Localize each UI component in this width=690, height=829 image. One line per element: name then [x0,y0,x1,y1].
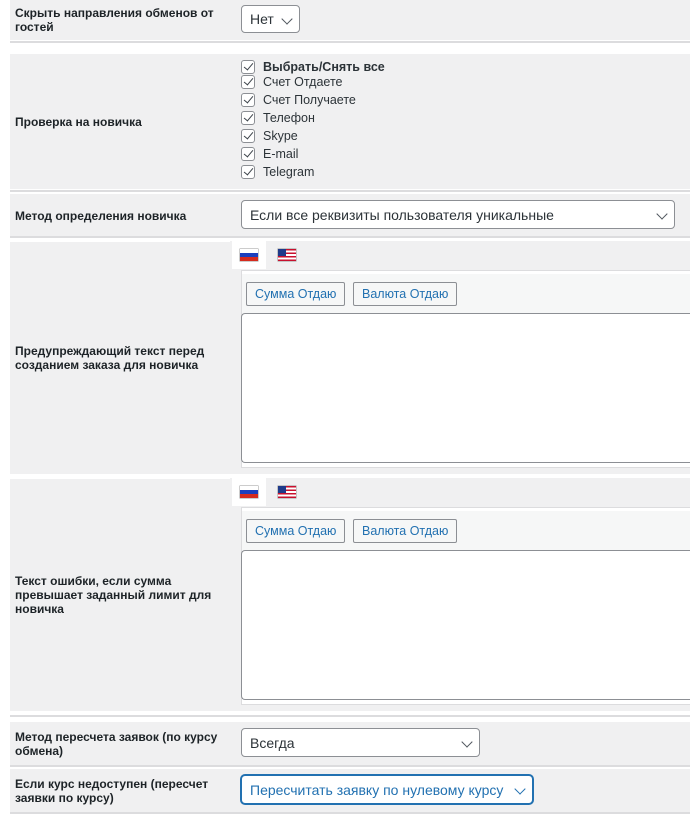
checkbox-skype[interactable] [241,127,298,145]
checkbox-label: Телефон [263,111,315,125]
checkbox-account-give[interactable] [241,73,343,91]
insert-sum-give-button[interactable]: Сумма Отдаю [246,282,345,306]
rate-unavailable-label-cell [10,769,230,812]
rate-unavailable-select[interactable] [241,775,533,804]
flag-us-icon [278,486,296,498]
checkbox-label: E-mail [263,147,299,161]
hide-directions-select-value: Нет [250,11,274,27]
warning-text-label-cell [10,242,230,474]
checkbox-label: Выбрать/Снять все [263,60,385,74]
tab-language-us[interactable] [270,478,304,506]
chevron-down-icon [656,208,667,219]
checkbox-account-receive[interactable] [241,91,356,109]
newbie-method-select[interactable] [241,200,675,229]
error-text-label: Текст ошибки, если сумма превышает заданный лимит для новичка [15,574,212,616]
tab-language-ru[interactable] [232,478,266,506]
rate-unavailable-label: Если курс недоступен (пересчет заявки по курсу) [15,776,209,805]
checkbox-checked-icon[interactable] [241,93,255,107]
newbie-method-label-cell [10,194,230,237]
chevron-down-icon [461,736,472,747]
row-divider [10,812,690,814]
flag-ru-icon [240,249,258,261]
warning-textarea[interactable] [241,313,690,463]
recalc-method-select-value: Всегда [250,734,295,751]
insert-currency-give-button[interactable]: Валюта Отдаю [353,282,457,306]
checkbox-checked-icon[interactable] [241,75,255,89]
rate-unavailable-select-value: Пересчитать заявку по нулевому курсу [250,781,504,798]
flag-us-icon [278,249,296,261]
checkbox-label: Счет Получаете [263,93,356,107]
recalc-method-label-cell [10,722,230,765]
insert-sum-give-button[interactable]: Сумма Отдаю [246,519,345,543]
checkbox-checked-icon[interactable] [241,111,255,125]
checkbox-label: Счет Отдаете [263,75,343,89]
recalc-method-select[interactable] [241,728,480,757]
checkbox-label: Telegram [263,165,315,179]
checkbox-checked-icon[interactable] [241,60,255,74]
hide-directions-select[interactable] [241,5,300,33]
checkbox-email[interactable] [241,145,298,163]
row-divider [10,715,690,717]
checkbox-checked-icon[interactable] [241,129,255,143]
hide-directions-label-cell [10,0,230,40]
error-textarea[interactable] [241,550,690,700]
newbie-check-label: Проверка на новичка [15,114,142,129]
chevron-down-icon [514,783,525,794]
chevron-down-icon [281,13,292,24]
flag-ru-icon [240,486,258,498]
hide-directions-label: Скрыть направления обменов от гостей [15,6,214,34]
newbie-check-label-cell [10,54,230,189]
warning-text-label: Предупреждающий текст перед созданием заказа для новичка [15,344,205,372]
row-divider [10,41,690,43]
newbie-method-select-value: Если все реквизиты пользователя уникальные [250,206,554,223]
checkbox-phone[interactable] [241,109,315,127]
checkbox-checked-icon[interactable] [241,147,255,161]
newbie-method-label: Метод определения новичка [15,208,187,223]
checkbox-label: Skype [263,129,298,143]
error-text-label-cell [10,479,230,711]
tab-language-ru[interactable] [232,241,266,269]
checkbox-telegram[interactable] [241,163,314,181]
insert-currency-give-button[interactable]: Валюта Отдаю [353,519,457,543]
checkbox-checked-icon[interactable] [241,165,255,179]
tab-language-us[interactable] [270,241,304,269]
row-divider [10,236,690,238]
row-divider [10,190,690,192]
recalc-method-label: Метод пересчета заявок (по курсу обмена) [15,729,218,758]
row-divider [10,765,690,767]
